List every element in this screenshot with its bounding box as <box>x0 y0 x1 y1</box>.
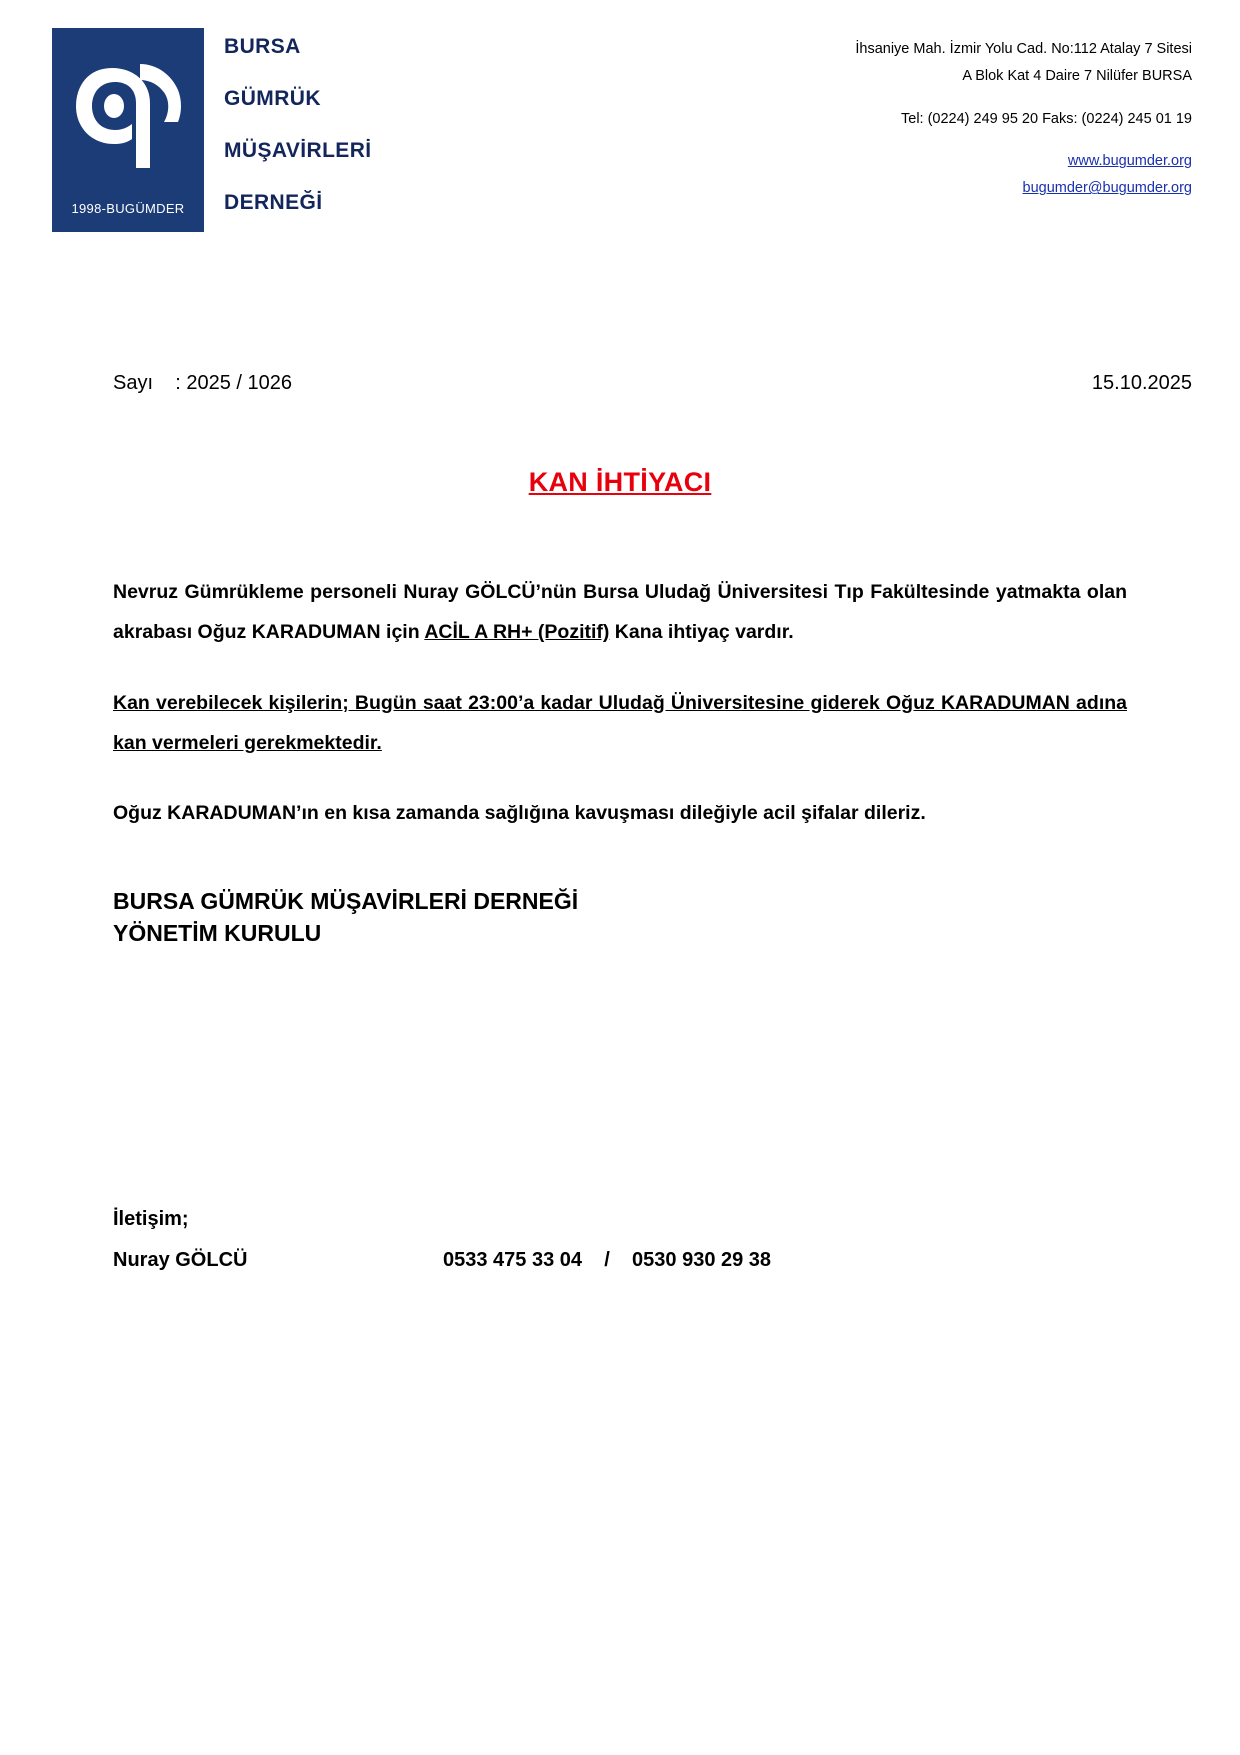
org-word-4: DERNEĞİ <box>224 191 323 214</box>
org-word-2: GÜMRÜK <box>224 87 321 110</box>
contact-spacer <box>855 90 1192 106</box>
phone-fax-line: Tel: (0224) 249 95 20 Faks: (0224) 245 01 19 <box>901 110 1192 127</box>
page-title: KAN İHTİYACI <box>528 467 712 497</box>
signature-line-2: YÖNETİM KURULU <box>113 919 322 946</box>
paragraph-1-emphasis: ACİL A RH+ (Pozitif) <box>424 621 610 644</box>
contact-phone-numbers: 0533 475 33 04 / 0530 930 29 38 <box>443 1249 772 1272</box>
document-date: 15.10.2025 <box>1091 372 1192 394</box>
paragraph-1-text-a: Nevruz Gümrükleme personeli Nuray GÖLCÜ’nün Bursa Uludağ Üniversitesi Tıp Fakültesinde yatmakta olan akrabası Oğuz KARADUMAN için <box>113 581 1127 644</box>
address-line-2: A Blok Kat 4 Daire 7 Nilüfer BURSA <box>962 67 1192 84</box>
footer-contact-block <box>0 1199 1240 1281</box>
contact-label: İletişim; <box>113 1208 189 1231</box>
signature-line-1: BURSA GÜMRÜK MÜŞAVİRLERİ DERNEĞİ <box>113 887 579 914</box>
website-link[interactable]: www.bugumder.org <box>1067 153 1192 170</box>
paragraph-1-text-b: Kana ihtiyaç vardır. <box>609 621 794 644</box>
document-body <box>0 572 1240 949</box>
organization-logo <box>52 28 372 232</box>
body-paragraph-3: Oğuz KARADUMAN’ın en kısa zamanda sağlığına kavuşması dileğiyle acil şifalar dileriz. <box>113 802 926 825</box>
email-link[interactable]: bugumder@bugumder.org <box>1022 180 1192 197</box>
org-word-1: BURSA <box>224 35 301 58</box>
body-paragraph-1 <box>113 572 1127 653</box>
address-line-1: İhsaniye Mah. İzmir Yolu Cad. No:112 Atalay 7 Sitesi <box>855 41 1192 57</box>
contact-row <box>113 1240 1127 1281</box>
reference-number: Sayı : 2025 / 1026 <box>113 372 293 394</box>
contact-spacer-2 <box>855 132 1192 148</box>
document-header <box>0 0 1240 232</box>
signature-block <box>113 886 1127 949</box>
header-contact-info <box>855 28 1192 202</box>
logo-caption: 1998-BUGÜMDER <box>71 201 185 216</box>
logo-mark <box>52 28 204 232</box>
body-paragraph-2: Kan verebilecek kişilerin; Bugün saat 23:00’a kadar Uludağ Üniversitesine giderek Oğuz KARADUMAN adına kan vermeleri gerekmektedir. <box>113 691 1127 755</box>
contact-person-name: Nuray GÖLCÜ <box>113 1249 248 1272</box>
organization-name <box>224 28 372 213</box>
document-meta <box>0 372 1240 395</box>
bugumder-emblem-icon <box>52 28 204 193</box>
org-word-3: MÜŞAVİRLERİ <box>224 139 372 162</box>
